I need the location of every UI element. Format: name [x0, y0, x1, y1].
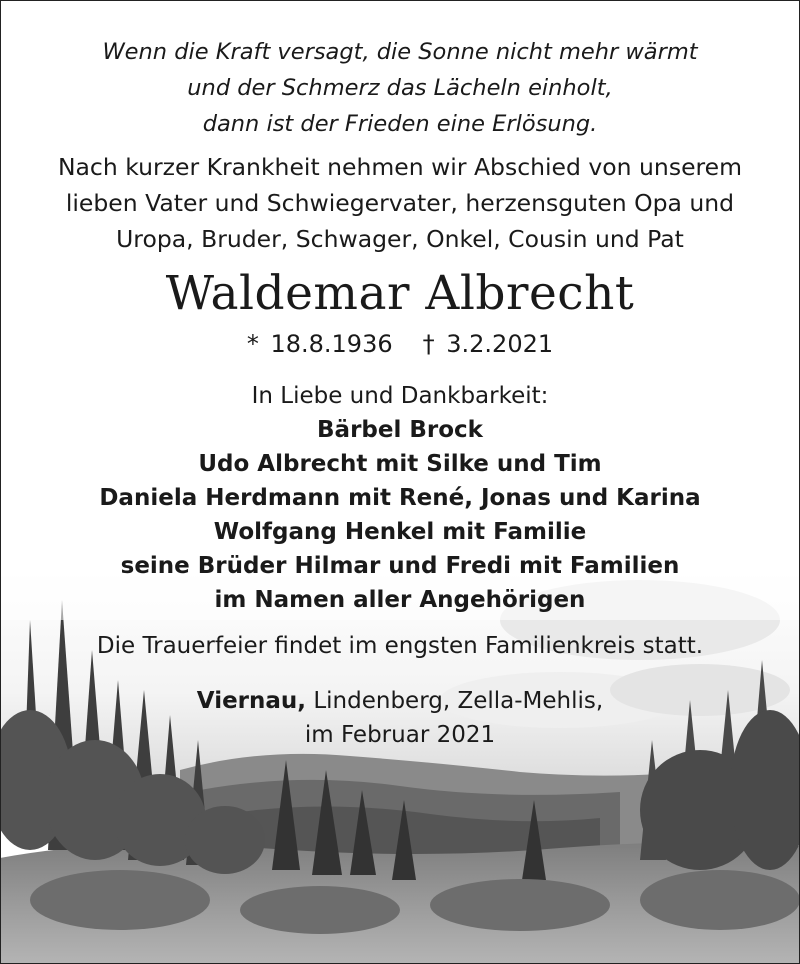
verse [0, 34, 800, 142]
verse-line: Wenn die Kraft versagt, die Sonne nicht mehr wärmt [102, 39, 698, 65]
mourners-heading: In Liebe und Dankbarkeit: [251, 383, 549, 409]
mourner-name: Udo Albrecht mit Silke und Tim [198, 451, 602, 477]
other-places: Lindenberg, Zella-Mehlis, [313, 688, 604, 714]
announcement-line: lieben Vater und Schwiegervater, herzensguten Opa und [65, 189, 735, 217]
place-and-date [0, 684, 800, 752]
mourners-list [0, 379, 800, 617]
place-line [0, 684, 800, 718]
birth-date: * 18.8.1936 [246, 330, 393, 358]
mourner-name: Daniela Herdmann mit René, Jonas und Karina [99, 485, 701, 511]
deceased-name: Waldemar Albrecht [165, 266, 635, 321]
announcement [0, 149, 800, 257]
announcement-line: Uropa, Bruder, Schwager, Onkel, Cousin und Pat [116, 225, 684, 253]
death-date: † 3.2.2021 [422, 330, 554, 358]
mourner-name: Bärbel Brock [317, 417, 483, 443]
life-dates [0, 326, 800, 362]
funeral-note: Die Trauerfeier findet im engsten Familienkreis statt. [96, 633, 704, 659]
announcement-line: Nach kurzer Krankheit nehmen wir Abschied von unserem [57, 153, 743, 181]
home-town: Viernau, [196, 688, 307, 714]
mourner-name: im Namen aller Angehörigen [214, 587, 586, 613]
mourner-name: Wolfgang Henkel mit Familie [213, 519, 587, 545]
notice-date: im Februar 2021 [304, 722, 496, 748]
mourner-name: seine Brüder Hilmar und Fredi mit Familien [120, 553, 680, 579]
verse-line: dann ist der Frieden eine Erlösung. [202, 111, 598, 137]
verse-line: und der Schmerz das Lächeln einholt, [187, 75, 613, 101]
